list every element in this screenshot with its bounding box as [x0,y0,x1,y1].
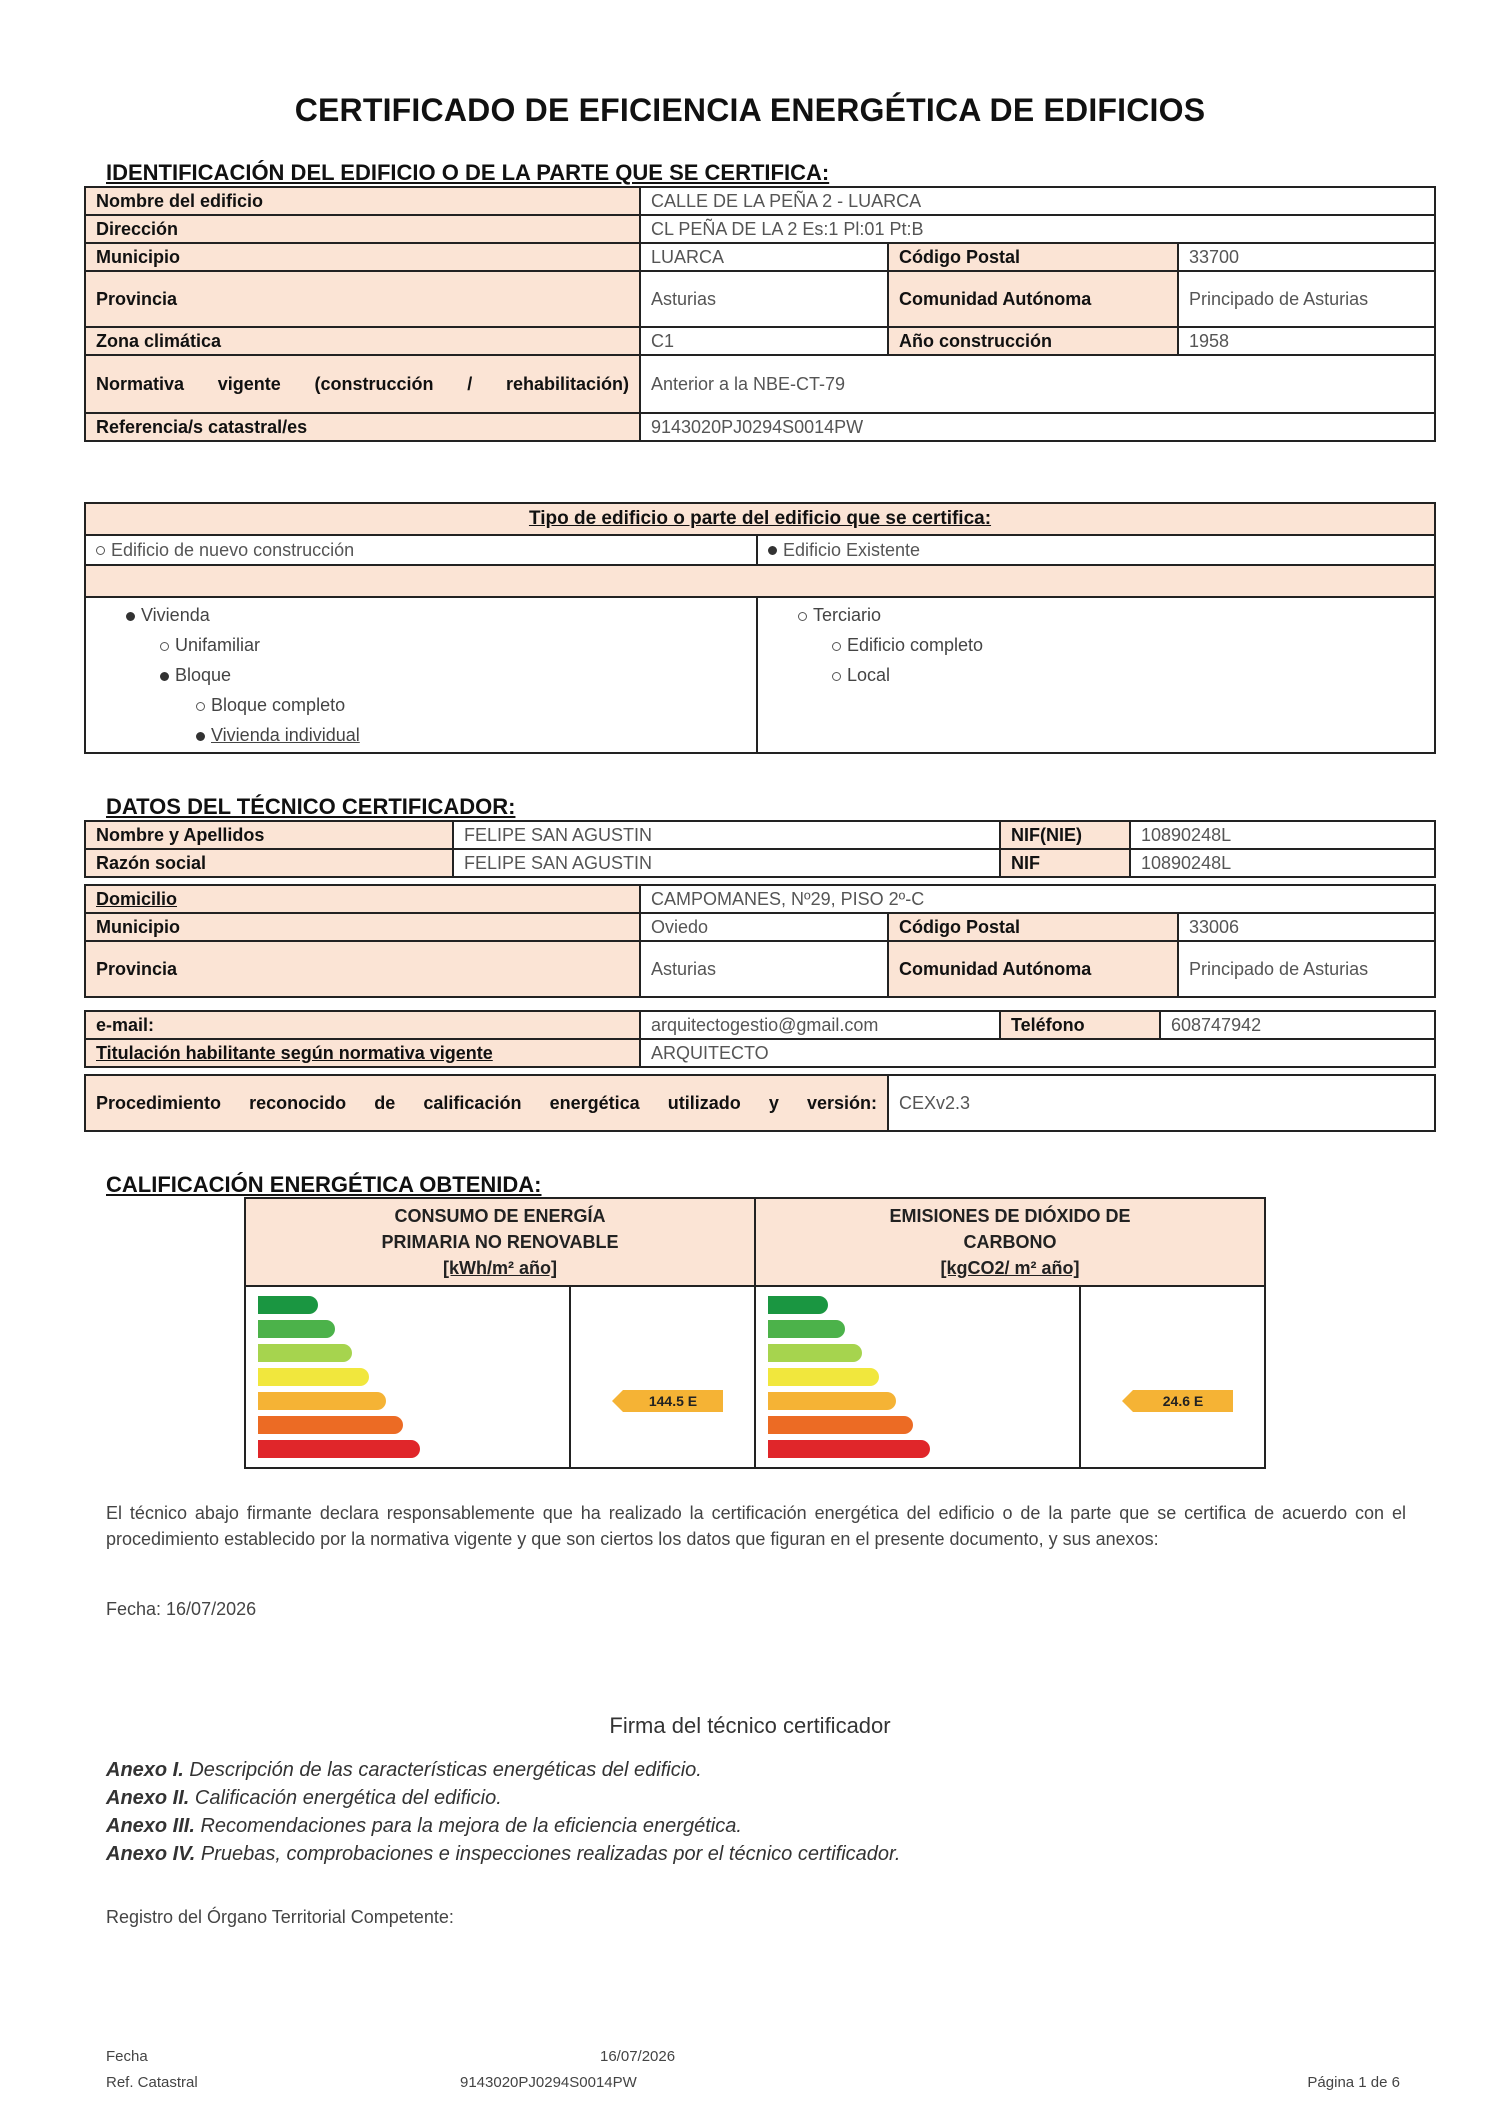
existing-building-option [757,535,1435,565]
signature-label: Firma del técnico certificador [609,1713,891,1738]
tech-procedure-value: CEXv2.3 [888,1075,1435,1131]
tertiary-tree [757,597,1435,753]
technician-table-address [84,884,1436,998]
tech-company-label: Razón social [85,849,453,877]
bloque-label: Bloque [175,665,232,685]
new-construction-label: Edificio de nuevo construcción [111,539,355,560]
annex-item [106,1812,900,1840]
edificio-completo-label: Edificio completo [847,635,984,655]
consumption-value-flag: 144.5 E [623,1390,723,1412]
technician-table-procedure [84,1074,1436,1132]
rating-bar-d [258,1368,369,1386]
climate-zone-label: Zona climática [85,327,640,355]
vivienda-individual-label: Vivienda individual [211,725,360,745]
date-line: Fecha: 16/07/2026 [106,1599,257,1619]
tech-domicile-value: CAMPOMANES, Nº29, PISO 2º-C [640,885,1435,913]
radio-empty-icon [196,702,205,711]
local-label: Local [847,665,891,685]
tech-nif2-label: NIF [1000,849,1130,877]
municipality-label: Municipio [85,243,640,271]
radio-empty-icon [832,642,841,651]
emissions-units: [kgCO2/ m² año] [940,1258,1080,1278]
tech-community-value: Principado de Asturias [1178,941,1435,997]
rating-bar-c [768,1344,862,1362]
footer-date-label: Fecha [106,2048,148,2065]
vivienda-label: Vivienda [141,605,210,625]
residential-tree [85,597,757,753]
tech-nif2-value: 10890248L [1130,849,1435,877]
cadastral-value: 9143020PJ0294S0014PW [640,413,1435,441]
statement-paragraph: El técnico abajo firmante declara responsablemente que ha realizado la certificación energética del edificio o de la parte que se certifica de acuerdo con el procedimiento establecido por la normativa vigente y que son ciertos los datos que figuran en el presente documento, y sus anexos: [106,1503,1406,1549]
consumption-value-area [571,1288,754,1466]
tech-qualification-label-text: Titulación habilitante según normativa vigente [96,1042,493,1063]
annex-item [106,1840,900,1868]
address-value: CL PEÑA DE LA 2 Es:1 Pl:01 Pt:B [640,215,1435,243]
footer-ref-label: Ref. Catastral [106,2074,198,2091]
technician-table-contact [84,1010,1436,1068]
rating-bar-a [768,1296,828,1314]
rating-bar-a [258,1296,318,1314]
tech-phone-label: Teléfono [1000,1011,1160,1039]
radio-empty-icon [160,642,169,651]
province-label: Provincia [85,271,640,327]
consumption-units: [kWh/m² año] [443,1258,557,1278]
annex-4-text: Pruebas, comprobaciones e inspecciones realizadas por el técnico certificador. [195,1843,901,1865]
community-value: Principado de Asturias [1178,271,1435,327]
rating-bar-f [258,1416,403,1434]
annex-list [106,1756,900,1868]
tech-postal-code-value: 33006 [1178,913,1435,941]
tech-name-value: FELIPE SAN AGUSTIN [453,821,1000,849]
postal-code-label: Código Postal [888,243,1178,271]
rating-bar-g [768,1440,930,1458]
unifamiliar-label: Unifamiliar [175,635,261,655]
annex-2-label: Anexo II. [106,1787,190,1809]
tech-nif-label: NIF(NIE) [1000,821,1130,849]
community-label: Comunidad Autónoma [888,271,1178,327]
emissions-scale [756,1288,1079,1466]
address-label: Dirección [85,215,640,243]
page-title: CERTIFICADO DE EFICIENCIA ENERGÉTICA DE EDIFICIOS [294,92,1206,128]
radio-filled-icon [768,546,777,555]
emissions-header [755,1198,1265,1286]
consumption-value-cell [570,1286,755,1468]
tech-qualification-value: ARQUITECTO [640,1039,1435,1067]
rating-bar-g [258,1440,420,1458]
regulation-label: Normativa vigente (construcción / rehabilitación) [85,355,640,413]
rating-bar-b [768,1320,845,1338]
rating-bar-b [258,1320,335,1338]
radio-empty-icon [96,546,105,555]
consumption-header-line1: CONSUMO DE ENERGÍA [394,1206,606,1226]
tech-province-value: Asturias [640,941,888,997]
emissions-header-line2: CARBONO [963,1232,1057,1252]
tech-qualification-label [85,1039,640,1067]
tech-company-value: FELIPE SAN AGUSTIN [453,849,1000,877]
rating-bar-d [768,1368,879,1386]
municipality-value: LUARCA [640,243,888,271]
tech-email-label: e-mail: [85,1011,640,1039]
building-name-label: Nombre del edificio [85,187,640,215]
rating-bar-e [258,1392,386,1410]
emissions-scale-cell [755,1286,1080,1468]
rating-bar-e [768,1392,896,1410]
climate-zone-value: C1 [640,327,888,355]
new-construction-option [85,535,757,565]
existing-building-label: Edificio Existente [783,539,921,560]
annex-3-label: Anexo III. [106,1815,195,1837]
tech-phone-value: 608747942 [1160,1011,1435,1039]
emissions-header-line1: EMISIONES DE DIÓXIDO DE [889,1206,1131,1226]
radio-filled-icon [196,732,205,741]
rating-table [244,1197,1266,1469]
rating-bar-c [258,1344,352,1362]
footer-ref: 9143020PJ0294S0014PW [460,2074,637,2091]
rating-heading: CALIFICACIÓN ENERGÉTICA OBTENIDA: [106,1172,542,1197]
postal-code-value: 33700 [1178,243,1435,271]
technician-heading: DATOS DEL TÉCNICO CERTIFICADOR: [106,794,516,819]
cadastral-label: Referencia/s catastral/es [85,413,640,441]
tech-domicile-label-text: Domicilio [96,888,178,909]
radio-empty-icon [798,612,807,621]
tech-postal-code-label: Código Postal [888,913,1178,941]
annex-item [106,1784,900,1812]
annex-4-label: Anexo IV. [106,1843,196,1865]
building-type-heading: Tipo de edificio o parte del edificio que se certifica: [528,508,992,529]
emissions-value-area [1081,1288,1264,1466]
tech-domicile-label [85,885,640,913]
tech-municipality-value: Oviedo [640,913,888,941]
radio-filled-icon [126,612,135,621]
identification-table [84,186,1436,442]
emissions-value-cell [1080,1286,1265,1468]
construction-year-value: 1958 [1178,327,1435,355]
tech-nif-value: 10890248L [1130,821,1435,849]
tech-procedure-label: Procedimiento reconocido de calificación energética utilizado y versión: [85,1075,888,1131]
identification-heading: IDENTIFICACIÓN DEL EDIFICIO O DE LA PARTE QUE SE CERTIFICA: [106,160,830,185]
consumption-header-line2: PRIMARIA NO RENOVABLE [381,1232,619,1252]
annex-2-text: Calificación energética del edificio. [189,1787,502,1809]
province-value: Asturias [640,271,888,327]
building-type-table [84,502,1436,754]
tech-email-value: arquitectogestio@gmail.com [640,1011,1000,1039]
footer-page-number: Página 1 de 6 [1307,2074,1400,2091]
technician-table-top [84,820,1436,878]
annex-3-text: Recomendaciones para la mejora de la eficiencia energética. [194,1815,742,1837]
radio-filled-icon [160,672,169,681]
tech-name-label: Nombre y Apellidos [85,821,453,849]
consumption-scale-cell [245,1286,570,1468]
registry-line: Registro del Órgano Territorial Competente: [106,1907,454,1927]
tech-province-label: Provincia [85,941,640,997]
consumption-scale [246,1288,569,1466]
construction-year-label: Año construcción [888,327,1178,355]
annex-1-text: Descripción de las características energéticas del edificio. [183,1759,702,1781]
annex-item [106,1756,900,1784]
building-type-spacer [85,565,1435,597]
terciario-label: Terciario [813,605,882,625]
tech-municipality-label: Municipio [85,913,640,941]
regulation-value: Anterior a la NBE-CT-79 [640,355,1435,413]
bloque-completo-label: Bloque completo [211,695,346,715]
footer-date: 16/07/2026 [600,2048,676,2065]
radio-empty-icon [832,672,841,681]
building-name-value: CALLE DE LA PEÑA 2 - LUARCA [640,187,1435,215]
emissions-value-flag: 24.6 E [1133,1390,1233,1412]
rating-bar-f [768,1416,913,1434]
annex-1-label: Anexo I. [106,1759,184,1781]
consumption-header [245,1198,755,1286]
tech-community-label: Comunidad Autónoma [888,941,1178,997]
